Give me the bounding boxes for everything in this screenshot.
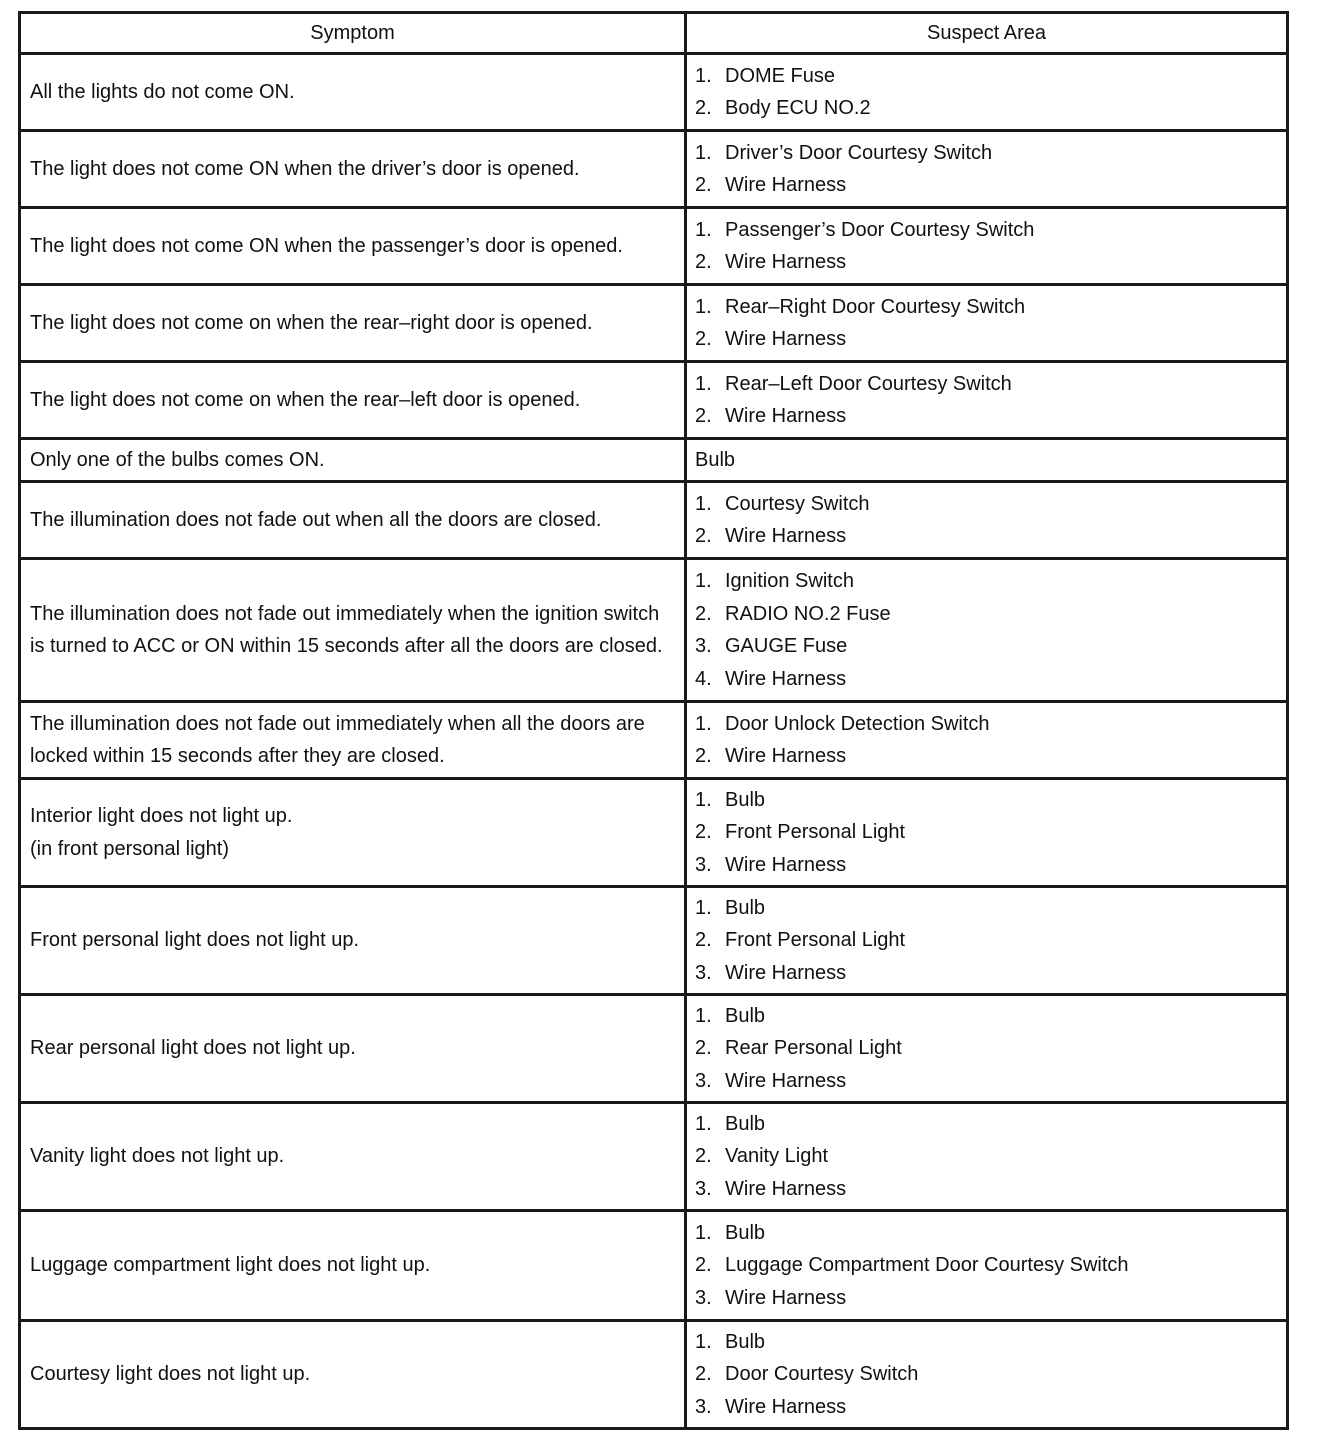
symptom-cell: [20, 482, 686, 559]
symptom-cell: [20, 439, 686, 482]
suspect-area-item: [695, 849, 1278, 882]
suspect-area-item: [695, 816, 1278, 849]
suspect-area-cell: [686, 482, 1288, 559]
suspect-area-item: [695, 708, 1278, 741]
table-row: [20, 887, 1288, 995]
suspect-area-list: [695, 137, 1278, 202]
item-number: 3.: [695, 1395, 712, 1418]
suspect-area-item: [695, 740, 1278, 773]
suspect-area-text: Body ECU NO.2: [725, 97, 871, 119]
suspect-area-text: Bulb: [725, 788, 766, 811]
item-number: 1.: [695, 1330, 712, 1353]
suspect-area-item: [695, 1249, 1278, 1282]
suspect-area-item: [695, 663, 1278, 696]
symptom-text: Front personal light does not light up.: [30, 929, 360, 952]
suspect-area-text: GAUGE Fuse: [725, 635, 848, 657]
suspect-area-text: Wire Harness: [725, 328, 847, 350]
table-row: [20, 208, 1288, 285]
item-number: 3.: [695, 635, 712, 657]
symptom-column-header: Symptom: [20, 13, 686, 54]
item-number: 3.: [695, 961, 712, 984]
symptom-cell: [20, 54, 686, 131]
suspect-area-list: [695, 708, 1278, 773]
suspect-area-text: Rear–Right Door Courtesy Switch: [725, 295, 1026, 318]
suspect-area-cell: [686, 54, 1288, 131]
suspect-area-text: Wire Harness: [725, 853, 847, 876]
suspect-area-item: [695, 1282, 1278, 1315]
suspect-area-text: Wire Harness: [725, 174, 847, 196]
symptom-text: The illumination does not fade out immediately when all the doors are locked within 15 seconds after they are closed.: [30, 712, 645, 767]
suspect-area-cell: [686, 362, 1288, 439]
suspect-area-text: Wire Harness: [725, 667, 847, 690]
symptom-text: Rear personal light does not light up.: [30, 1037, 356, 1060]
suspect-area-item: [695, 565, 1278, 598]
item-number: 2.: [695, 405, 712, 427]
suspect-area-item: [695, 520, 1278, 553]
suspect-area-text: Wire Harness: [725, 1286, 847, 1309]
suspect-area-item: [695, 246, 1278, 279]
suspect-area-text: Bulb: [725, 1330, 766, 1353]
table-row: [20, 995, 1288, 1103]
table-row: [20, 779, 1288, 887]
suspect-area-item: [695, 1217, 1278, 1250]
symptom-text: The light does not come ON when the driver’s door is opened.: [30, 157, 580, 180]
suspect-area-text: Bulb: [725, 1112, 766, 1135]
suspect-area-item: [695, 1326, 1278, 1359]
suspect-area-cell: [686, 439, 1288, 482]
table-row: [20, 131, 1288, 208]
symptom-text: Courtesy light does not light up.: [30, 1363, 311, 1386]
suspect-area-item: [695, 957, 1278, 990]
suspect-area-text: Front Personal Light: [725, 929, 906, 952]
item-number: 3.: [695, 1069, 712, 1092]
item-number: 2.: [695, 174, 712, 196]
item-number: 3.: [695, 1286, 712, 1309]
suspect-area-list: [695, 488, 1278, 553]
item-number: 1.: [695, 788, 712, 811]
suspect-area-item: [695, 488, 1278, 521]
suspect-area-text: Wire Harness: [725, 1069, 847, 1092]
suspect-area-cell: [686, 1103, 1288, 1211]
problem-symptoms-table: [18, 11, 1289, 1430]
suspect-area-item: [695, 137, 1278, 170]
suspect-area-text: Rear Personal Light: [725, 1037, 902, 1060]
symptom-cell: [20, 1211, 686, 1321]
item-number: 2.: [695, 1037, 712, 1060]
symptom-text: Vanity light does not light up.: [30, 1145, 285, 1168]
item-number: 1.: [695, 896, 712, 919]
table-row: [20, 362, 1288, 439]
symptom-cell: [20, 131, 686, 208]
table-row: [20, 559, 1288, 702]
item-number: 4.: [695, 667, 712, 690]
suspect-area-item: [695, 291, 1278, 324]
suspect-area-text: RADIO NO.2 Fuse: [725, 602, 891, 625]
item-number: 1.: [695, 712, 712, 735]
suspect-area-item: [695, 1140, 1278, 1173]
table-row: [20, 482, 1288, 559]
symptom-text: All the lights do not come ON.: [30, 80, 295, 103]
suspect-area-text: Wire Harness: [725, 961, 847, 984]
symptom-text: The light does not come ON when the passenger’s door is opened.: [30, 234, 623, 257]
suspect-area-text: Wire Harness: [725, 1395, 847, 1418]
item-number: 2.: [695, 525, 712, 547]
symptom-text: Luggage compartment light does not light up.: [30, 1254, 431, 1277]
suspect-area-text: Passenger’s Door Courtesy Switch: [725, 218, 1035, 241]
suspect-area-text: Wire Harness: [725, 251, 847, 273]
suspect-area-item: [695, 598, 1278, 631]
suspect-area-text: Bulb: [725, 896, 766, 919]
item-number: 1.: [695, 295, 712, 318]
symptom-cell: [20, 779, 686, 887]
item-number: 3.: [695, 1177, 712, 1200]
table-row: [20, 54, 1288, 131]
suspect-area-list: [695, 214, 1278, 279]
suspect-area-item: [695, 169, 1278, 202]
suspect-area-text: Door Unlock Detection Switch: [725, 712, 990, 735]
symptom-text: The light does not come on when the rear–right door is opened.: [30, 311, 593, 334]
symptom-cell: [20, 285, 686, 362]
symptom-cell: [20, 1103, 686, 1211]
suspect-area-text: Front Personal Light: [725, 821, 906, 844]
suspect-area-list: [695, 1108, 1278, 1206]
item-number: 2.: [695, 328, 712, 350]
suspect-area-list: [695, 565, 1278, 695]
symptom-cell: [20, 887, 686, 995]
suspect-area-item: [695, 400, 1278, 433]
suspect-area-text: Driver’s Door Courtesy Switch: [725, 141, 993, 164]
item-number: 1.: [695, 570, 712, 592]
symptom-cell: [20, 559, 686, 702]
item-number: 1.: [695, 372, 712, 395]
table-header: [20, 13, 1288, 54]
item-number: 3.: [695, 853, 712, 876]
suspect-area-item: [695, 60, 1278, 93]
item-number: 1.: [695, 492, 712, 515]
suspect-area-text: Rear–Left Door Courtesy Switch: [725, 372, 1012, 395]
item-number: 2.: [695, 1254, 712, 1277]
table-row: [20, 439, 1288, 482]
suspect-area-list: [695, 892, 1278, 990]
suspect-area-item: [695, 1108, 1278, 1141]
suspect-area-text: Bulb: [725, 1221, 766, 1244]
suspect-area-item: [695, 1065, 1278, 1098]
suspect-area-list: [695, 368, 1278, 433]
suspect-area-cell: [686, 131, 1288, 208]
symptom-cell: [20, 208, 686, 285]
suspect-area-list: [695, 1217, 1278, 1315]
item-number: 2.: [695, 1145, 712, 1168]
symptom-cell: [20, 995, 686, 1103]
item-number: 1.: [695, 1221, 712, 1244]
symptom-text: Only one of the bulbs comes ON.: [30, 448, 325, 471]
item-number: 2.: [695, 251, 712, 273]
suspect-area-text: Ignition Switch: [725, 570, 854, 592]
suspect-area-item: [695, 1391, 1278, 1424]
suspect-area-text: Wire Harness: [725, 525, 847, 547]
suspect-area-text: Door Courtesy Switch: [725, 1363, 919, 1386]
suspect-area-item: [695, 924, 1278, 957]
suspect-area-column-header: Suspect Area: [686, 13, 1288, 54]
suspect-area-list: [695, 1326, 1278, 1424]
table-row: [20, 1211, 1288, 1321]
suspect-area-cell: [686, 887, 1288, 995]
suspect-area-cell: [686, 1211, 1288, 1321]
item-number: 1.: [695, 1004, 712, 1027]
item-number: 2.: [695, 1363, 712, 1386]
suspect-area-text: Wire Harness: [725, 405, 847, 427]
suspect-area-item: [695, 892, 1278, 925]
suspect-area-item: [695, 784, 1278, 817]
suspect-area-item: [695, 214, 1278, 247]
item-number: 2.: [695, 821, 712, 844]
suspect-area-item: [695, 323, 1278, 356]
suspect-area-text: DOME Fuse: [725, 64, 836, 87]
item-number: 2.: [695, 602, 712, 625]
suspect-area-text: Vanity Light: [725, 1145, 829, 1168]
suspect-area-item: [695, 630, 1278, 663]
symptom-text: The illumination does not fade out immediately when the ignition switch is turned to ACC or ON within 15 seconds after all the doors are closed.: [30, 602, 663, 657]
symptom-text: The light does not come on when the rear–left door is opened.: [30, 388, 581, 411]
suspect-area-list: [695, 60, 1278, 125]
table-row: [20, 1103, 1288, 1211]
suspect-area-text: Bulb: [695, 448, 736, 471]
suspect-area-item: [695, 1173, 1278, 1206]
suspect-area-cell: [686, 1321, 1288, 1429]
item-number: 1.: [695, 64, 712, 87]
item-number: 2.: [695, 97, 712, 119]
header-row: [20, 13, 1288, 54]
suspect-area-list: [695, 784, 1278, 882]
suspect-area-cell: [686, 559, 1288, 702]
symptom-cell: [20, 702, 686, 779]
table-row: [20, 285, 1288, 362]
suspect-area-text: Bulb: [725, 1004, 766, 1027]
item-number: 2.: [695, 745, 712, 767]
table-row: [20, 702, 1288, 779]
suspect-area-item: [695, 1000, 1278, 1033]
item-number: 1.: [695, 141, 712, 164]
table-body: [20, 54, 1288, 1429]
suspect-area-list: [695, 1000, 1278, 1098]
symptom-cell: [20, 1321, 686, 1429]
symptom-text: Interior light does not light up. (in front personal light): [30, 805, 293, 860]
suspect-area-text: Wire Harness: [725, 745, 847, 767]
suspect-area-cell: [686, 995, 1288, 1103]
symptom-cell: [20, 362, 686, 439]
suspect-area-cell: [686, 208, 1288, 285]
symptom-text: The illumination does not fade out when all the doors are closed.: [30, 508, 602, 531]
suspect-area-item: [695, 1358, 1278, 1391]
suspect-area-text: Wire Harness: [725, 1177, 847, 1200]
item-number: 2.: [695, 929, 712, 952]
item-number: 1.: [695, 1112, 712, 1135]
suspect-area-text: Luggage Compartment Door Courtesy Switch: [725, 1254, 1129, 1277]
suspect-area-cell: [686, 779, 1288, 887]
item-number: 1.: [695, 218, 712, 241]
suspect-area-list: [695, 291, 1278, 356]
suspect-area-cell: [686, 702, 1288, 779]
suspect-area-item: [695, 92, 1278, 125]
suspect-area-text: Courtesy Switch: [725, 492, 870, 515]
suspect-area-cell: [686, 285, 1288, 362]
table-row: [20, 1321, 1288, 1429]
suspect-area-item: [695, 368, 1278, 401]
suspect-area-item: [695, 1032, 1278, 1065]
